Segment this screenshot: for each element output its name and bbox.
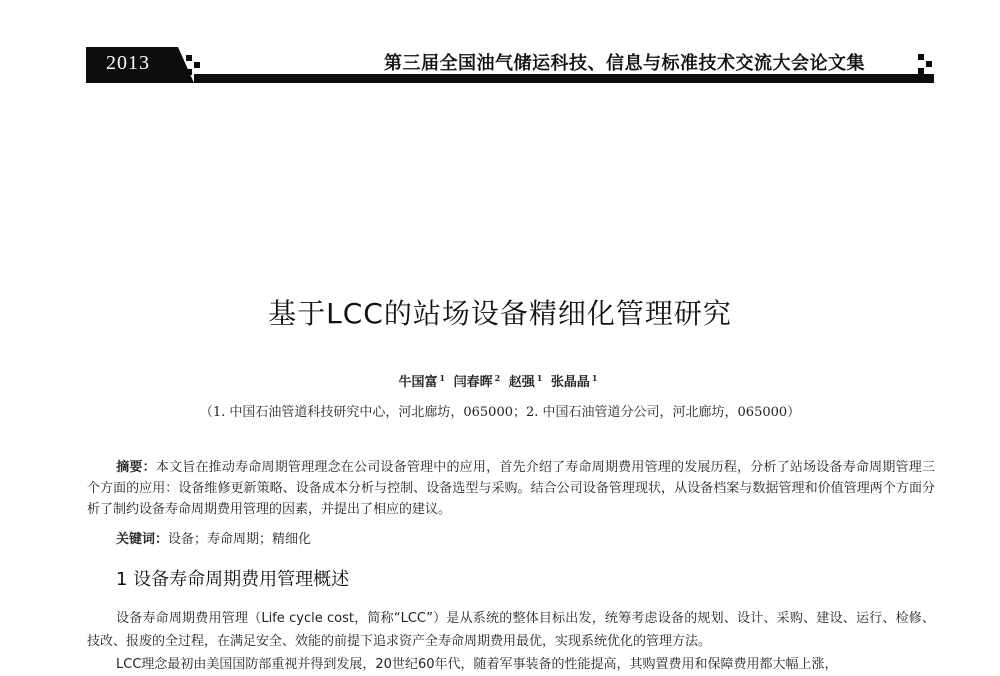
- paper-title: 基于LCC的站场设备精细化管理研究: [268, 297, 732, 330]
- author-affiliation-mark: 1: [439, 372, 446, 383]
- author-affiliation-mark: 1: [591, 372, 598, 383]
- keywords-text: 设备；寿命周期；精细化: [168, 532, 312, 547]
- section-heading: 1 设备寿命周期费用管理概述: [116, 569, 350, 590]
- author-name: 赵强: [508, 375, 535, 390]
- author-name: 闫春晖: [453, 375, 493, 390]
- abstract-label: 摘要：: [116, 460, 156, 475]
- journal-title: 第三届全国油气储运科技、信息与标准技术交流大会论文集: [384, 53, 865, 74]
- header-ornament-square: [926, 61, 932, 67]
- keywords-label: 关键词：: [116, 532, 169, 547]
- keywords: [116, 528, 311, 547]
- section-body: [87, 607, 935, 676]
- header-ornament-square: [918, 54, 924, 60]
- header-ornament-square: [194, 62, 200, 68]
- header-year: 2013: [106, 52, 150, 74]
- header-ornament-square: [186, 69, 192, 75]
- author-name: 张晶晶: [550, 375, 590, 390]
- abstract: [87, 457, 935, 520]
- paragraph: 设备寿命周期费用管理（Life cycle cost，简称“LCC”）是从系统的整体目标出发，统筹考虑设备的规划、设计、采购、建设、运行、检修、技改、报废的全过程，在满足安全、效能的前提下追求资产全寿命周期费用最优，实现系统优化的管理方法。: [87, 611, 935, 649]
- author-name: 牛国富: [398, 375, 438, 390]
- header-ornament-square: [186, 55, 192, 61]
- abstract-text: 本文旨在推动寿命周期管理理念在公司设备管理中的应用，首先介绍了寿命周期费用管理的发展历程，分析了站场设备寿命周期管理三个方面的应用：设备维修更新策略、设备成本分析与控制、设备选型与采购。结合公司设备管理现状，从设备档案与数据管理和价值管理两个方面分析了制约设备寿命周期费用管理的因素，并提出了相应的建议。: [87, 460, 935, 517]
- affiliations: （1. 中国石油管道科技研究中心，河北廊坊，065000；2. 中国石油管道分公司，河北廊坊，065000）: [199, 405, 801, 420]
- header-notch: [178, 47, 194, 83]
- author-affiliation-mark: 1: [536, 372, 543, 383]
- author-affiliation-mark: 2: [494, 372, 501, 383]
- header-ornament-square: [918, 68, 924, 74]
- paragraph: LCC理念最初由美国国防部重视并得到发展，20世纪60年代，随着军事装备的性能提高，其购置费用和保障费用都大幅上涨，: [116, 657, 838, 672]
- author-list: [0, 371, 1000, 390]
